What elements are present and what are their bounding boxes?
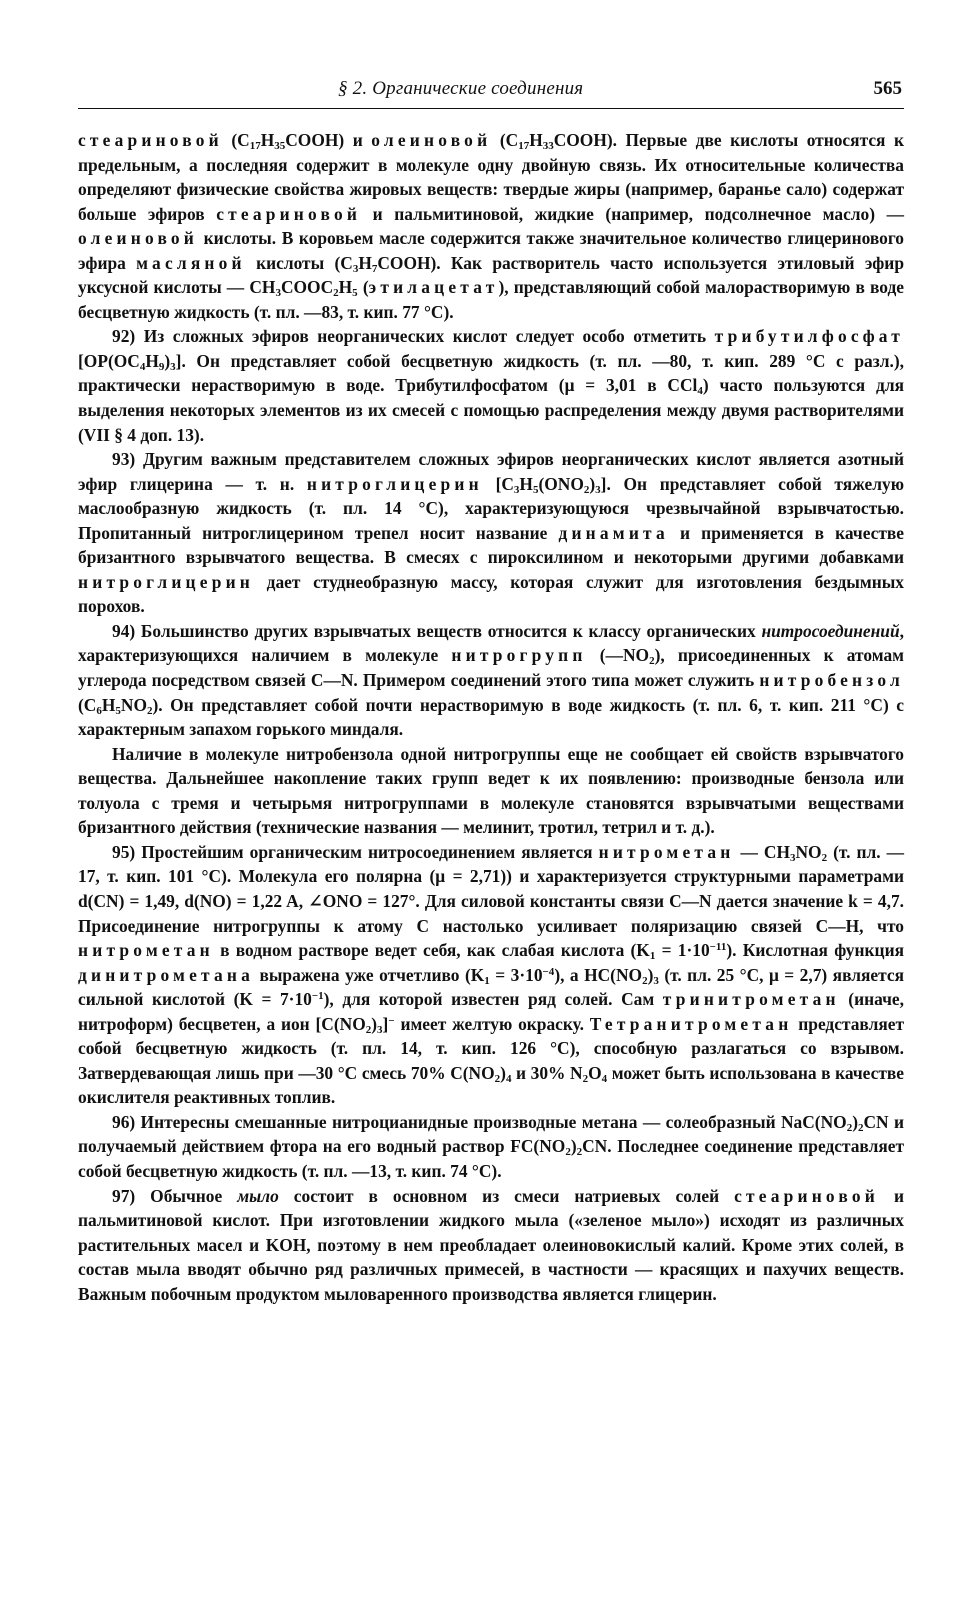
- paragraph-94: 94) Большинство других взрывчатых веществ относится к классу органических нитросоединений, характеризующихся наличием в молекуле нитрогрупп $(—NO_2)$, присоединенных к атомам углерода посредством связей C—N. Примером соединений этого типа может служить нитробензол $(C_6H_5NO_2)$. Он представляет собой почти нерастворимую в воде жидкость (т. пл. 6, т. кип. 211 °С) с характерным запахом горького миндаля.: [78, 620, 904, 740]
- paragraph-95: 95) Простейшим органическим нитросоединением является нитрометан — $CH_3NO_2$ (т. пл. —17, т. кип. 101 °С). Молекула его полярна (μ = 2,71)) и характеризуется структурными параметрами d(CN) = 1,49, d(NO) = 1,22 A, ∠ONO = 127°. Для силовой константы связи C—N дается значение k = 4,7. Присоединение нитрогруппы к атому C настолько усиливает поляризацию связей C—H, что нитрометан в водном растворе ведет себя, как слабая кислота $(K_1 = 1\cdot 10^{-11})$. Кислотная функция динитрометана выражена уже отчетливо $(K_1 = 3\cdot 10^{-4})$, а $HC(NO_2)_3$ (т. пл. 25 °С, μ = 2,7) является сильной кислотой $(K = 7\cdot 10^{-1})$, для которой известен ряд солей. Сам тринитрометан (иначе, нитроформ) бесцветен, а ион $[C(NO_2)_3]^-$ имеет желтую окраску. Тетранитрометан представляет собой бесцветную жидкость (т. пл. 14, т. кип. 126 °С), способную разлагаться со взрывом. Затвердевающая лишь при —30 °С смесь 70% $C(NO_2)_4$ и 30% $N_2O_4$ может быть использована в качестве окислителя реактивных топлив.: [78, 841, 904, 1108]
- section-title: § 2. Органические соединения: [338, 78, 584, 99]
- running-header: [78, 74, 904, 109]
- paragraph-92: 92) Из сложных эфиров неорганических кислот следует особо отметить трибутилфосфат $[OP(OC_4H_9)_3]$. Он представляет собой бесцветную жидкость (т. пл. —80, т. кип. 289 °С с разл.), практически нерастворимую в воде. Трибутилфосфатом (μ = 3,01 в CCl$_4$) часто пользуются для выделения некоторых элементов из их смесей с помощью распределения между двумя растворителями (VII § 4 доп. 13).: [78, 326, 904, 445]
- paragraph-97: 97) Обычное мыло состоит в основном из смеси натриевых солей стеариновой и пальмитиновой кислот. При изготовлении жидкого мыла («зеленое мыло») исходят из различных растительных масел и KOH, поэтому в нем преобладает олеиновокислый калий. Кроме этих солей, в состав мыла вводят обычно ряд различных примесей, в частности — красящих и пахучих веществ. Важным побочным продуктом мыловаренного производства является глицерин.: [78, 1185, 904, 1304]
- paragraph-94-continued: Наличие в молекуле нитробензола одной нитрогруппы еще не сообщает ей свойств взрывчатого вещества. Дальнейшее накопление таких групп ведет к их появлению: производные бензола или толуола с тремя и четырьмя нитрогруппами в молекуле становятся взрывчатыми веществами бризантного действия (технические названия — мелинит, тротил, тетрил и т. д.).: [78, 743, 904, 838]
- page-body: [78, 128, 904, 1306]
- paragraph-96: 96) Интересны смешанные нитроцианидные производные метана — солеобразный $NaC(NO_2)_2CN$ и получаемый действием фтора на его водный раствор $FC(NO_2)_2CN$. Последнее соединение представляет собой бесцветную жидкость (т. пл. —13, т. кип. 74 °С).: [78, 1111, 904, 1181]
- page-number: 565: [873, 78, 902, 99]
- paragraph-93: 93) Другим важным представителем сложных эфиров неорганических кислот является азотный эфир глицерина — т. н. нитроглицерин $[C_3H_5(ONO_2)_3]$. Он представляет собой тяжелую маслообразную жидкость (т. пл. 14 °С), характеризующуюся чрезвычайной взрывчатостью. Пропитанный нитроглицерином трепел носит название динамита и применяется в качестве бризантного взрывчатого вещества. В смесях с пироксилином и некоторыми другими добавками нитроглицерин дает студнеобразную массу, которая служит для изготовления бездымных порохов.: [78, 449, 904, 617]
- paragraph-continuation: стеариновой $(C_{17}H_{35}COOH)$ и олеиновой $(C_{17}H_{33}COOH)$. Первые две кислоты относятся к предельным, а последняя содержит в молекуле одну двойную связь. Их относительные количества определяют физические свойства жировых веществ: твердые жиры (например, баранье сало) содержат больше эфиров стеариновой и пальмитиновой, жидкие (например, подсолнечное масло) — олеиновой кислоты. В коровьем масле содержится также значительное количество глицеринового эфира масляной кислоты $(C_3H_7COOH)$. Как растворитель часто используется этиловый эфир уксусной кислоты — $CH_3COOC_2H_5$ (этилацетат), представляющий собой малорастворимую в воде бесцветную жидкость (т. пл. —83, т. кип. 77 °С).: [78, 130, 904, 322]
